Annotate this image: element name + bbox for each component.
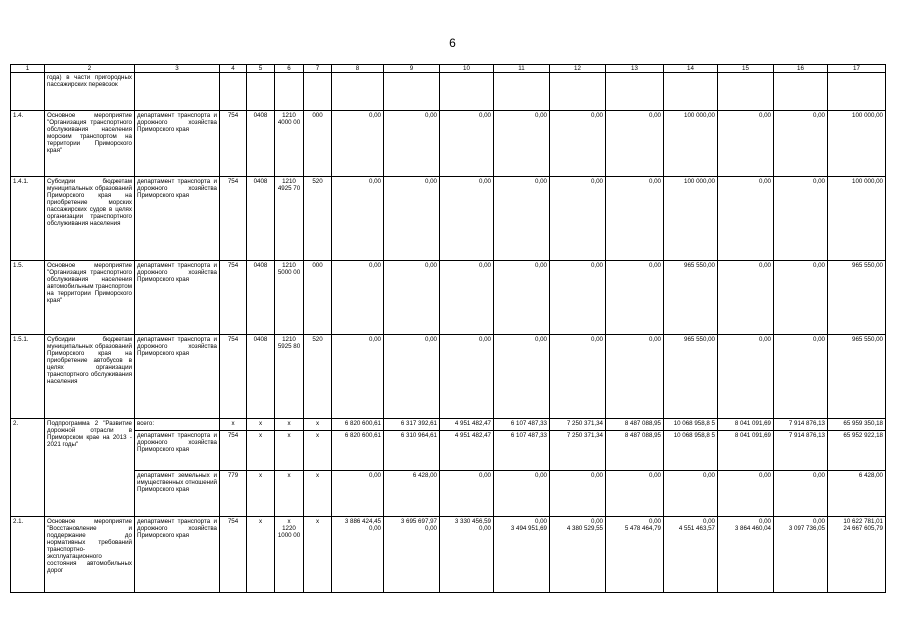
table-cell-col-13: 0,00 <box>606 471 664 517</box>
value-line: 0,00 <box>424 525 437 532</box>
table-cell-col-14: 100 000,00 <box>664 111 718 177</box>
table-cell-col-9 <box>384 517 440 593</box>
table-cell-col-11 <box>494 517 550 593</box>
code-line: 1220 1000 00 <box>277 525 301 539</box>
table-cell-col-14 <box>664 517 718 593</box>
table-row <box>11 471 886 517</box>
table-cell-col-10 <box>440 517 494 593</box>
table-cell-col-14: 10 068 958,8 5 <box>664 419 718 431</box>
table-cell-col-11: 0,00 <box>494 177 550 261</box>
table-cell-col-6 <box>275 517 304 593</box>
table-cell-col-7: x <box>304 431 332 471</box>
value-line: 0,00 <box>534 518 547 525</box>
value-line: 0,00 <box>590 518 603 525</box>
table-cell-col-5: x <box>247 471 275 517</box>
table-cell-col-5 <box>247 73 275 111</box>
table-cell-col-9: 0,00 <box>384 261 440 335</box>
table-row <box>11 73 886 111</box>
value-line: 5 478 464,79 <box>624 525 661 532</box>
table-cell-col-13 <box>606 73 664 111</box>
table-cell-col-6: 1210 5925 80 <box>275 335 304 419</box>
table-cell-col-4: 754 <box>220 111 247 177</box>
value-line: 4 380 529,55 <box>566 525 603 532</box>
table-cell-col-3: департамент земельных и имущественных отношений Приморского края <box>135 471 220 517</box>
table-cell-col-2: Основное мероприятие "Восстановление и поддержание до нормативных требований транспортно-эксплуатационного состояния автомобильных дорог <box>45 517 135 593</box>
table-cell-col-13 <box>606 517 664 593</box>
table-cell-col-2: Субсидии бюджетам муниципальных образований Приморского края на приобретение морских пассажирских судов в целях организации транспортного обслуживания населения <box>45 177 135 261</box>
table-cell-col-10: 0,00 <box>440 177 494 261</box>
table-cell-col-10: 4 951 482,47 <box>440 431 494 471</box>
value-line: 0,00 <box>812 518 825 525</box>
value-line: 3 097 736,05 <box>788 525 825 532</box>
table-cell-col-10: 0,00 <box>440 261 494 335</box>
table-cell-col-15 <box>718 517 774 593</box>
header-cell-7: 7 <box>304 65 332 73</box>
table-cell-col-6: 1210 5000 00 <box>275 261 304 335</box>
table-cell-col-11: 0,00 <box>494 261 550 335</box>
table-cell-col-8: 6 820 600,61 <box>332 431 384 471</box>
table-row <box>11 419 886 431</box>
table-cell-col-4: x <box>220 419 247 431</box>
table-cell-col-9: 0,00 <box>384 335 440 419</box>
table-cell-col-6 <box>275 73 304 111</box>
table-cell-col-12: 0,00 <box>550 177 606 261</box>
value-line: 3 695 697,97 <box>400 518 437 525</box>
value-line: 0,00 <box>648 518 661 525</box>
table-cell-col-11 <box>494 73 550 111</box>
table-cell-col-17: 65 952 922,18 <box>828 431 886 471</box>
table-cell-col-14: 10 068 958,8 5 <box>664 431 718 471</box>
table-cell-col-7: 000 <box>304 261 332 335</box>
table-cell-col-1: 1.5.1. <box>11 335 45 419</box>
table-cell-col-8: 0,00 <box>332 335 384 419</box>
table-cell-col-3 <box>135 73 220 111</box>
header-cell-2: 2 <box>45 65 135 73</box>
table-cell-col-16 <box>774 517 828 593</box>
table-cell-col-16: 0,00 <box>774 335 828 419</box>
table-cell-col-4: 754 <box>220 177 247 261</box>
table-cell-col-2: Субсидии бюджетам муниципальных образований Приморского края на приобретение автобусов в целях организации транспортного обслуживания населения <box>45 335 135 419</box>
table-cell-col-13: 0,00 <box>606 335 664 419</box>
table-cell-col-17 <box>828 73 886 111</box>
value-line: 3 864 460,04 <box>734 525 771 532</box>
header-cell-11: 11 <box>494 65 550 73</box>
table-cell-col-7: 000 <box>304 111 332 177</box>
table-cell-col-5: 0408 <box>247 111 275 177</box>
table-cell-col-6: 1210 4000 00 <box>275 111 304 177</box>
table-cell-col-12: 0,00 <box>550 471 606 517</box>
table-cell-col-4: 754 <box>220 335 247 419</box>
table-cell-col-6: 1210 4925 70 <box>275 177 304 261</box>
table-cell-col-15: 8 041 091,69 <box>718 431 774 471</box>
table-cell-col-17: 965 550,00 <box>828 261 886 335</box>
table-cell-col-4: 754 <box>220 431 247 471</box>
header-cell-15: 15 <box>718 65 774 73</box>
table-cell-col-7: 520 <box>304 335 332 419</box>
table-cell-col-12 <box>550 517 606 593</box>
table-cell-col-17: 965 550,00 <box>828 335 886 419</box>
subprogram-name: Подпрограмма 2 "Развитие дорожной отрасли в Приморском крае на 2013 - 2021 годы" <box>45 419 135 517</box>
table-cell-col-9 <box>384 73 440 111</box>
table-cell-col-15: 0,00 <box>718 471 774 517</box>
table-cell-col-9: 0,00 <box>384 111 440 177</box>
table-cell-col-6: x <box>275 419 304 431</box>
table-cell-col-15: 0,00 <box>718 111 774 177</box>
table-cell-col-12: 7 250 371,34 <box>550 431 606 471</box>
table-cell-col-2: Основное мероприятие "Организация транспортного обслуживания населения морским транспортом на территории Приморского края" <box>45 111 135 177</box>
value-line: 4 551 463,57 <box>678 525 715 532</box>
value-line: 0,00 <box>702 518 715 525</box>
table-cell-col-4 <box>220 73 247 111</box>
table-cell-col-14: 965 550,00 <box>664 261 718 335</box>
table-cell-col-17: 100 000,00 <box>828 177 886 261</box>
header-cell-16: 16 <box>774 65 828 73</box>
table-cell-col-7 <box>304 73 332 111</box>
table-cell-col-11: 6 107 487,33 <box>494 419 550 431</box>
table-cell-col-15: 0,00 <box>718 177 774 261</box>
table-cell-col-11: 0,00 <box>494 335 550 419</box>
page-number: 6 <box>449 36 456 50</box>
table-cell-col-15: 8 041 091,69 <box>718 419 774 431</box>
table-cell-col-8: 0,00 <box>332 177 384 261</box>
table-cell-col-3: департамент транспорта и дорожного хозяйства Приморского края <box>135 517 220 593</box>
table-cell-col-6: x <box>275 431 304 471</box>
table-cell-col-14: 0,00 <box>664 471 718 517</box>
table-cell-col-17: 100 000,00 <box>828 111 886 177</box>
table-cell-col-15: 0,00 <box>718 261 774 335</box>
table-row <box>11 261 886 335</box>
table-cell-col-11: 0,00 <box>494 471 550 517</box>
header-cell-6: 6 <box>275 65 304 73</box>
value-line: 24 667 605,79 <box>843 525 883 532</box>
value-line: 0,00 <box>368 525 381 532</box>
table-cell-col-16: 7 914 876,13 <box>774 419 828 431</box>
table-cell-col-17 <box>828 517 886 593</box>
table-cell-col-2: года) в части пригородных пассажирских перевозок <box>45 73 135 111</box>
table-cell-col-15: 0,00 <box>718 335 774 419</box>
table-cell-col-7: x <box>304 419 332 431</box>
table-cell-col-8: 0,00 <box>332 111 384 177</box>
value-line: 0,00 <box>478 525 491 532</box>
table-cell-col-10: 0,00 <box>440 111 494 177</box>
table-row <box>11 177 886 261</box>
table-cell-col-3: всего: <box>135 419 220 431</box>
table-cell-col-1: 1.4. <box>11 111 45 177</box>
table-cell-col-14: 965 550,00 <box>664 335 718 419</box>
table-cell-col-14 <box>664 73 718 111</box>
table-cell-col-3: департамент транспорта и дорожного хозяйства Приморского края <box>135 177 220 261</box>
table-cell-col-3: департамент транспорта и дорожного хозяйства Приморского края <box>135 335 220 419</box>
table-cell-col-6: x <box>275 471 304 517</box>
table-cell-col-12: 7 250 371,34 <box>550 419 606 431</box>
table-cell-col-5: x <box>247 419 275 431</box>
table-cell-col-13: 8 487 088,95 <box>606 419 664 431</box>
table-cell-col-12 <box>550 73 606 111</box>
table-cell-col-15 <box>718 73 774 111</box>
table-cell-col-13: 8 487 088,95 <box>606 431 664 471</box>
table-cell-col-1: 2.1. <box>11 517 45 593</box>
table-cell-col-5: x <box>247 431 275 471</box>
value-line: 3 886 424,45 <box>344 518 381 525</box>
table-cell-col-16: 0,00 <box>774 261 828 335</box>
value-line: 0,00 <box>758 518 771 525</box>
table-body <box>11 65 886 593</box>
table-cell-col-16: 0,00 <box>774 111 828 177</box>
table-cell-col-13: 0,00 <box>606 111 664 177</box>
table-row <box>11 431 886 471</box>
table-row <box>11 517 886 593</box>
table-row <box>11 335 886 419</box>
header-cell-5: 5 <box>247 65 275 73</box>
header-cell-10: 10 <box>440 65 494 73</box>
table-cell-col-16 <box>774 73 828 111</box>
table-cell-col-10: 0,00 <box>440 335 494 419</box>
table-cell-col-5: 0408 <box>247 335 275 419</box>
table-cell-col-8: 6 820 600,61 <box>332 419 384 431</box>
table-cell-col-14: 100 000,00 <box>664 177 718 261</box>
table-cell-col-7: x <box>304 517 332 593</box>
table-cell-col-13: 0,00 <box>606 261 664 335</box>
header-cell-17: 17 <box>828 65 886 73</box>
table-cell-col-12: 0,00 <box>550 261 606 335</box>
value-line: 3 494 951,69 <box>510 525 547 532</box>
table-cell-col-10: 0,00 <box>440 471 494 517</box>
table-cell-col-4: 754 <box>220 517 247 593</box>
subprogram-number: 2. <box>11 419 45 517</box>
table-cell-col-3: департамент транспорта и дорожного хозяйства Приморского края <box>135 111 220 177</box>
table-row <box>11 111 886 177</box>
code-line: x <box>287 518 291 525</box>
table-cell-col-7: 520 <box>304 177 332 261</box>
table-cell-col-9: 6 317 392,61 <box>384 419 440 431</box>
header-cell-8: 8 <box>332 65 384 73</box>
table-cell-col-16: 7 914 876,13 <box>774 431 828 471</box>
table-cell-col-4: 754 <box>220 261 247 335</box>
table-cell-col-7: x <box>304 471 332 517</box>
table-cell-col-4: 779 <box>220 471 247 517</box>
header-cell-13: 13 <box>606 65 664 73</box>
table-cell-col-11: 6 107 487,33 <box>494 431 550 471</box>
table-cell-col-17: 65 959 350,18 <box>828 419 886 431</box>
header-cell-3: 3 <box>135 65 220 73</box>
value-line: 3 330 456,59 <box>454 518 491 525</box>
table-cell-col-8 <box>332 517 384 593</box>
table-cell-col-2: Основное мероприятие "Организация транспортного обслуживания населения автомобильным транспортом на территории Приморского края" <box>45 261 135 335</box>
table-cell-col-10: 4 951 482,47 <box>440 419 494 431</box>
header-cell-9: 9 <box>384 65 440 73</box>
table-cell-col-9: 0,00 <box>384 177 440 261</box>
table-cell-col-9: 6 428,00 <box>384 471 440 517</box>
header-cell-1: 1 <box>11 65 45 73</box>
table-cell-col-1 <box>11 73 45 111</box>
table-cell-col-17: 6 428,00 <box>828 471 886 517</box>
table-cell-col-8: 0,00 <box>332 471 384 517</box>
table-cell-col-8: 0,00 <box>332 261 384 335</box>
table-cell-col-3: департамент транспорта и дорожного хозяйства Приморского края <box>135 431 220 471</box>
table-cell-col-9: 6 310 964,61 <box>384 431 440 471</box>
table-cell-col-5: 0408 <box>247 261 275 335</box>
table-cell-col-5: x <box>247 517 275 593</box>
table-cell-col-3: департамент транспорта и дорожного хозяйства Приморского края <box>135 261 220 335</box>
table-cell-col-1: 1.5. <box>11 261 45 335</box>
table-cell-col-13: 0,00 <box>606 177 664 261</box>
table-cell-col-11: 0,00 <box>494 111 550 177</box>
budget-table <box>10 64 886 593</box>
value-line: 10 622 781,01 <box>843 518 883 525</box>
table-cell-col-5: 0408 <box>247 177 275 261</box>
table-cell-col-8 <box>332 73 384 111</box>
table-cell-col-10 <box>440 73 494 111</box>
header-row <box>11 65 886 73</box>
table-cell-col-16: 0,00 <box>774 471 828 517</box>
table-cell-col-16: 0,00 <box>774 177 828 261</box>
header-cell-12: 12 <box>550 65 606 73</box>
table-cell-col-1: 1.4.1. <box>11 177 45 261</box>
table-cell-col-12: 0,00 <box>550 111 606 177</box>
header-cell-4: 4 <box>220 65 247 73</box>
header-cell-14: 14 <box>664 65 718 73</box>
table-cell-col-12: 0,00 <box>550 335 606 419</box>
